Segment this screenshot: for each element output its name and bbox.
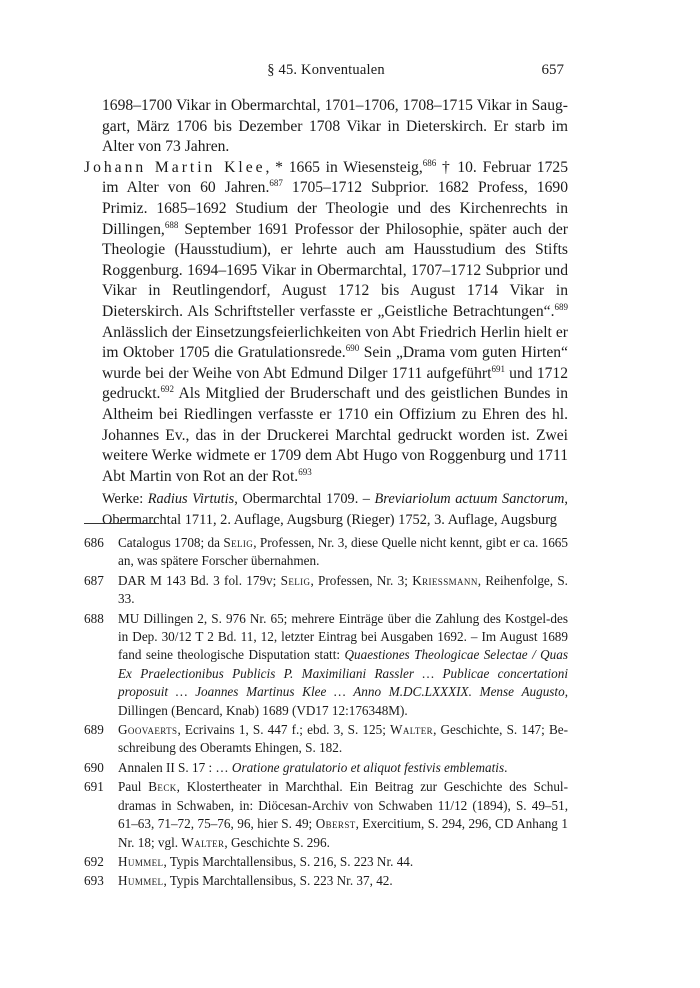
- works-text: , Obermarchtal 1709. –: [234, 491, 375, 508]
- footnote-ref[interactable]: 688: [164, 219, 179, 230]
- footnote-text: [118, 572, 568, 609]
- footnote-segment: DAR M 143 Bd. 3 fol. 179v;: [118, 572, 281, 588]
- footnote-segment: , Klostertheater in Marchthal. Ein Beitrag zur Geschichte des Schul-dramas in Schwaben, in: Diöcesan-Archiv von Schwaben 11/12 (1894), S. 49–51, 61–63, 71–72, 75–76, 96, hier S. 49;: [118, 779, 568, 832]
- footnote-687: [84, 572, 568, 609]
- biography-entry: [84, 158, 568, 488]
- footnote-segment: , Ecrivains 1, S. 447 f.; ebd. 3, S. 125;: [177, 722, 391, 738]
- footnote-number: 688: [84, 610, 104, 626]
- works-text: , Obermarchtal 1711, 2. Auflage, Augsburg (Rieger) 1752, 3. Auflage, Augsburg: [102, 491, 569, 529]
- entry-text: 1705–1712 Subprior. 1682 Profess, 1690 Primiz. 1685–1692 Studium der Theologie und des Kirchenrechts in Dillingen,: [102, 179, 568, 238]
- footnote-number: 691: [84, 779, 104, 795]
- footnote-segment: , Professen, Nr. 3, diese Quelle nicht kennt, gibt er ca. 1665 an, was spätere Forscher übernahmen.: [118, 535, 568, 569]
- author-name: Goovaerts: [118, 722, 178, 738]
- entry-name: Johann Martin Klee: [84, 158, 266, 176]
- footnotes: [84, 534, 568, 892]
- author-name: Walter: [181, 834, 225, 850]
- footnote-segment: , Typis Marchtallensibus, S. 216, S. 223 Nr. 44.: [163, 853, 414, 869]
- footnote-segment: , Reihenfolge, S. 33.: [118, 572, 568, 607]
- footnote-segment: Catalogus 1708; da: [118, 535, 224, 550]
- author-name: Hummel: [118, 853, 164, 869]
- footnote-693: [84, 872, 568, 890]
- footnote-ref[interactable]: 690: [345, 343, 360, 354]
- author-name: Selig: [280, 572, 311, 588]
- footnote-text: [118, 610, 568, 720]
- page-number: 657: [541, 62, 564, 78]
- entry-text: September 1691 Professor der Philosophie, später auch der Theologie (Hausstudium), er lehrte auch am Hausstudium des Stifts Roggenburg. 1694–1695 Vikar in Obermarchtal, 1707–1712 Subprior und Vikar in Reutlingendorf, August 1712 bis August 1714 Vikar in Dieterskirch. Als Schriftsteller verfasste er „Geistliche Betrachtungen“.: [102, 220, 568, 320]
- footnote-segment: , Geschichte S. 296.: [224, 834, 330, 850]
- footnote-segment: , Geschichte, S. 147; Be-schreibung des Oberamts Ehingen, S. 182.: [118, 722, 568, 756]
- works-list: [84, 489, 568, 531]
- footnote-text: [118, 872, 568, 890]
- cited-title: Quaestiones Theologicae Selectae / Quas Ex Praelectionibus Publicis P. Maximiliani Rassler … Publicae concertationi proposuit … Joannes Martinus Klee … Anno M.DC.LXXXIX. Mense Augusto: [118, 647, 568, 700]
- entry-text: Anlässlich der Einsetzungsfeierlichkeiten von Abt Friedrich Herlin hielt er im Oktober 1705 die Gratulationsrede.: [102, 323, 568, 362]
- footnote-ref[interactable]: 692: [160, 384, 174, 395]
- footnote-segment: MU Dillingen 2, S. 976 Nr. 65; mehrere Einträge über die Zahlung des Kostgel-des in Dep. 30/12 T 2 Bd. 11, 12, letzter Eintrag bei Ausgaben 1692. – Im August 1689 fand seine theologische Disputation statt:: [118, 610, 568, 663]
- footnote-text: [118, 853, 568, 871]
- footnote-ref[interactable]: 691: [491, 363, 505, 374]
- author-name: Walter: [390, 722, 434, 738]
- footnote-ref[interactable]: 693: [298, 466, 312, 477]
- running-head: § 45. Konventualen: [267, 62, 385, 78]
- footnote-number: 689: [84, 722, 104, 738]
- work-title: Breviariolum actuum Sanctorum: [374, 491, 565, 508]
- footnote-segment: Paul: [118, 779, 149, 795]
- footnote-692: [84, 853, 568, 871]
- continuation-paragraph: 1698–1700 Vikar in Obermarchtal, 1701–1706, 1708–1715 Vikar in Saug-gart, März 1706 bis Dezember 1708 Vikar in Dieterskirch. Er starb im Alter von 73 Jahren.: [102, 97, 568, 156]
- entry-text: † 10. Februar 1725 im Alter von 60 Jahren.: [102, 158, 568, 197]
- footnote-number: 693: [84, 873, 104, 889]
- footnote-segment: , Professen, Nr. 3;: [310, 572, 413, 588]
- footnote-text: [118, 721, 568, 758]
- footnote-number: 686: [84, 535, 104, 550]
- author-name: Beck: [148, 779, 177, 795]
- footnote-690: [84, 759, 568, 777]
- entry-text: Als Mitglied der Bruderschaft und des geistlichen Bundes in Altheim bei Riedlingen verfasste er 1710 ein Offizium zu Ehren des hl. Johannes Ev., das in der Druckerei Marchtal gedruckt worden ist. Zwei weitere Werke widmete er 1709 dem Abt Hugo von Roggenburg und 1711 Abt Martin von Rot an der Rot.: [102, 385, 568, 485]
- author-name: Kriessmann: [412, 572, 478, 588]
- work-title: Radius Virtutis: [147, 491, 235, 508]
- main-text: [84, 96, 568, 531]
- footnote-689: [84, 721, 568, 758]
- works-label: Werke:: [102, 491, 148, 508]
- entry-text: Sein „Drama vom guten Hirten“ wurde bei der Weihe von Abt Edmund Dilger 1711 aufgeführt: [102, 344, 568, 382]
- footnote-688: [84, 610, 568, 720]
- footnote-segment: , Dillingen (Bencard, Knab) 1689 (VD17 12:176348M).: [118, 684, 568, 718]
- footnote-number: 687: [84, 572, 104, 588]
- footnote-segment: , Exercitium, S. 294, 296, CD Anhang 1 Nr. 18; vgl.: [118, 816, 568, 850]
- author-name: Oberst: [315, 816, 356, 832]
- footnote-text: [118, 759, 568, 777]
- footnote-text: [118, 778, 568, 852]
- footnote-divider: [84, 523, 159, 524]
- cited-title: Oratione gratulatorio et aliquot festivis emblematis: [231, 759, 505, 775]
- footnote-segment: , Typis Marchtallensibus, S. 223 Nr. 37, 42.: [163, 873, 393, 889]
- footnote-text: [118, 534, 568, 571]
- footnote-segment: Annalen II S. 17 : …: [118, 759, 232, 775]
- footnote-ref[interactable]: 687: [269, 178, 283, 189]
- entry-text: , * 1665 in Wiesensteig,: [265, 158, 423, 176]
- footnote-segment: .: [504, 759, 508, 775]
- footnote-number: 690: [84, 759, 104, 775]
- footnote-691: [84, 778, 568, 852]
- footnote-686: [84, 534, 568, 571]
- author-name: Hummel: [118, 873, 164, 889]
- entry-text: und 1712 gedruckt.: [102, 364, 569, 403]
- footnote-ref[interactable]: 689: [554, 301, 568, 312]
- footnote-ref[interactable]: 686: [422, 157, 437, 168]
- footnote-number: 692: [84, 853, 104, 869]
- author-name: Selig: [223, 535, 254, 550]
